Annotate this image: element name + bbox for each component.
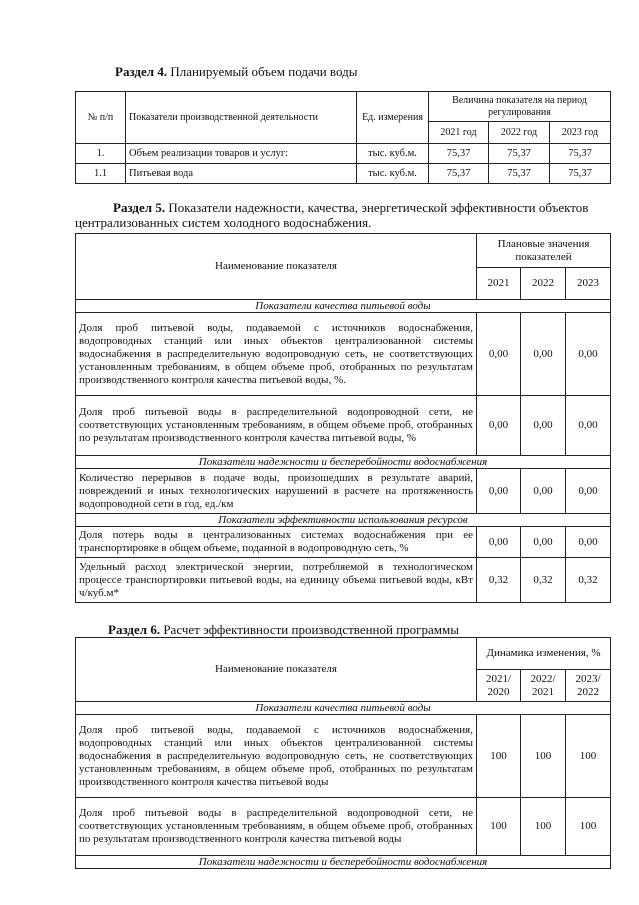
- col-header-indicator: Показатели производственной деятельности: [126, 92, 357, 144]
- col-header-num: № п/п: [76, 92, 126, 144]
- table-row: [76, 527, 611, 558]
- row-name: Доля проб питьевой воды в распределительной водопроводной сети, не соответствующих установленным требованиям, в общем объеме проб, отобранных по результатам производственного контроля качества питьевой воды: [76, 798, 477, 856]
- col-header-unit: Ед. измерения: [357, 92, 429, 144]
- col-header-year: 2022 год: [489, 122, 550, 144]
- table-row: [76, 715, 611, 798]
- section5-table: [75, 233, 611, 603]
- row-name: Количество перерывов в подаче воды, произошедших в результате аварий, повреждений и иных технологических нарушений в расчете на протяженность водопроводной сети в год, ед./км: [76, 469, 477, 514]
- row-name: Доля потерь воды в централизованных системах водоснабжения при ее транспортировке в общем объеме, поданной в водопроводную сеть, %: [76, 527, 477, 558]
- row-value: 0,00: [566, 469, 611, 514]
- section6-heading: [108, 622, 608, 637]
- section4-heading: [115, 64, 615, 79]
- row-value: 0,00: [521, 527, 566, 558]
- table-row: [76, 469, 611, 514]
- row-value: 100: [477, 715, 521, 798]
- row-name: Доля проб питьевой воды, подаваемой с источников водоснабжения, водопроводных станций или иных объектов централизованной системы водоснабжения в распределительную водопроводную сеть, не соответствующих установленным требованиям, в общем объеме проб, отобранных по результатам производственного контроля качества питьевой воды: [76, 715, 477, 798]
- row-value: 75,37: [429, 164, 489, 184]
- row-value: 100: [521, 798, 566, 856]
- row-name: Доля проб питьевой воды, подаваемой с источников водоснабжения, водопроводных станций или иных объектов централизованной системы водоснабжения в распределительную водопроводную сеть, не соответствующих установленным требованиям, в общем объеме проб, отобранных по результатам производственного контроля качества питьевой воды, %.: [76, 313, 477, 396]
- row-num: 1.: [76, 144, 126, 164]
- row-name: Питьевая вода: [126, 164, 357, 184]
- row-value: 100: [566, 715, 611, 798]
- row-value: 0,32: [477, 558, 521, 603]
- col-header-year: 2023: [566, 268, 611, 300]
- col-header-dynamics: Динамика изменения, %: [477, 638, 611, 670]
- row-value: 0,00: [566, 396, 611, 456]
- row-name: Удельный расход электрической энергии, потребляемой в технологическом процессе транспортировки питьевой воды, на единицу объема питьевой воды, кВт ч/куб.м*: [76, 558, 477, 603]
- row-value: 100: [477, 798, 521, 856]
- section6-table: [75, 637, 611, 869]
- section5-heading: [75, 200, 615, 230]
- row-value: 0,00: [521, 396, 566, 456]
- col-header-year: 2022/ 2021: [521, 670, 566, 702]
- col-header-year: 2021 год: [429, 122, 489, 144]
- row-value: 100: [566, 798, 611, 856]
- col-header-year: 2022: [521, 268, 566, 300]
- row-value: 0,00: [521, 313, 566, 396]
- row-value: 100: [521, 715, 566, 798]
- col-header-year: 2021/ 2020: [477, 670, 521, 702]
- col-header-period: Величина показателя на период регулирования: [429, 92, 611, 122]
- row-value: 75,37: [489, 164, 550, 184]
- row-value: 75,37: [550, 164, 611, 184]
- row-num: 1.1: [76, 164, 126, 184]
- row-value: 0,00: [566, 313, 611, 396]
- col-header-year: 2021: [477, 268, 521, 300]
- row-value: 0,00: [566, 527, 611, 558]
- row-value: 75,37: [550, 144, 611, 164]
- col-header-year: 2023 год: [550, 122, 611, 144]
- col-header-planned: Плановые значения показателей: [477, 234, 611, 268]
- table-row: [76, 798, 611, 856]
- table-row: [76, 144, 611, 164]
- row-name: Объем реализации товаров и услуг:: [126, 144, 357, 164]
- table-row: [76, 396, 611, 456]
- col-header-name: Наименование показателя: [76, 638, 477, 702]
- table-row: [76, 558, 611, 603]
- section5-heading-number: Раздел 5.: [113, 200, 166, 215]
- row-value: 0,00: [477, 527, 521, 558]
- table-row: [76, 164, 611, 184]
- col-header-name: Наименование показателя: [76, 234, 477, 300]
- row-value: 0,00: [477, 313, 521, 396]
- group-header: Показатели качества питьевой воды: [76, 702, 611, 715]
- col-header-year: 2023/ 2022: [566, 670, 611, 702]
- row-value: 0,00: [477, 396, 521, 456]
- section4-table: [75, 91, 611, 184]
- row-value: 0,00: [477, 469, 521, 514]
- row-value: 0,00: [521, 469, 566, 514]
- row-value: 75,37: [429, 144, 489, 164]
- group-header: Показатели надежности и бесперебойности водоснабжения: [76, 856, 611, 869]
- table-row: [76, 313, 611, 396]
- section4-heading-text: Планируемый объем подачи воды: [167, 64, 358, 79]
- group-header: Показатели качества питьевой воды: [76, 300, 611, 313]
- section5-heading-text: Показатели надежности, качества, энергетической эффективности объектов централизованных систем холодного водоснабжения.: [75, 200, 589, 230]
- row-value: 75,37: [489, 144, 550, 164]
- row-value: 0,32: [566, 558, 611, 603]
- row-value: 0,32: [521, 558, 566, 603]
- group-header: Показатели эффективности использования ресурсов: [76, 514, 611, 527]
- row-unit: тыс. куб.м.: [357, 144, 429, 164]
- section6-heading-text: Расчет эффективности производственной программы: [160, 622, 459, 637]
- row-name: Доля проб питьевой воды в распределительной водопроводной сети, не соответствующих установленным требованиям, в общем объеме проб, отобранных по результатам производственного контроля качества питьевой воды, %: [76, 396, 477, 456]
- group-header: Показатели надежности и бесперебойности водоснабжения: [76, 456, 611, 469]
- section6-heading-number: Раздел 6.: [108, 622, 161, 637]
- section4-heading-number: Раздел 4.: [115, 64, 168, 79]
- row-unit: тыс. куб.м.: [357, 164, 429, 184]
